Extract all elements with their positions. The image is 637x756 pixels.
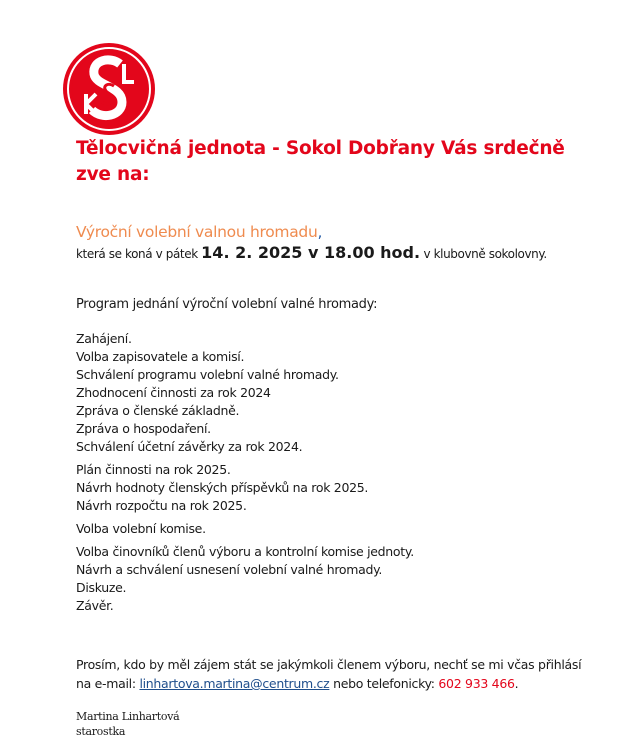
phone-number: 602 933 466	[438, 676, 515, 691]
title-line-2: zve na:	[76, 164, 150, 185]
agenda-item: Závěr.	[76, 598, 114, 613]
agenda-item: Návrh hodnoty členských příspěvků na rok 2025.	[76, 480, 369, 495]
invitation-title	[76, 136, 596, 188]
agenda-item: Návrh rozpočtu na rok 2025.	[76, 498, 247, 513]
signature-name: Martina Linhartová	[76, 710, 180, 723]
closing-paragraph	[76, 655, 596, 693]
agenda-item: Zahájení.	[76, 331, 132, 346]
event-name	[76, 223, 322, 241]
signature	[76, 709, 179, 739]
program-heading: Program jednání výroční volební valné hromady:	[76, 297, 378, 312]
agenda-item: Volba volební komise.	[76, 521, 206, 536]
agenda-list	[76, 330, 414, 615]
event-name-comma: ,	[317, 223, 323, 241]
signature-role: starostka	[76, 725, 126, 738]
agenda-item: Diskuze.	[76, 580, 127, 595]
agenda-item: Zhodnocení činnosti za rok 2024	[76, 385, 271, 400]
agenda-item: Zpráva o členské základně.	[76, 403, 240, 418]
agenda-item: Schválení účetní závěrky za rok 2024.	[76, 439, 303, 454]
agenda-item: Volba činovníků členů výboru a kontrolní komise jednoty.	[76, 544, 414, 559]
title-line-1: Tělocvičná jednota - Sokol Dobřany Vás srdečně	[76, 138, 565, 159]
agenda-item: Volba zapisovatele a komisí.	[76, 349, 245, 364]
event-datetime: 14. 2. 2025 v 18.00 hod.	[201, 243, 421, 262]
agenda-item: Návrh a schválení usnesení volební valné hromady.	[76, 562, 383, 577]
sokol-logo-icon	[62, 42, 156, 136]
event-suffix: v klubovně sokolovny.	[423, 247, 547, 261]
event-details	[76, 243, 547, 262]
closing-period: .	[514, 676, 519, 691]
agenda-item: Schválení programu volební valné hromady.	[76, 367, 339, 382]
event-name-text: Výroční volební valnou hromadu	[76, 223, 318, 241]
email-link[interactable]: linhartova.martina@centrum.cz	[139, 676, 330, 691]
agenda-item: Zpráva o hospodaření.	[76, 421, 211, 436]
agenda-item: Plán činnosti na rok 2025.	[76, 462, 231, 477]
closing-text: Prosím, kdo by měl zájem stát se jakýmkoli členem výboru, nechť se mi včas přihlásí na e-mail:	[76, 657, 582, 691]
event-prefix: která se koná v pátek	[76, 247, 198, 261]
closing-text-phone-label: nebo telefonicky:	[333, 676, 435, 691]
sokol-logo	[62, 42, 156, 136]
